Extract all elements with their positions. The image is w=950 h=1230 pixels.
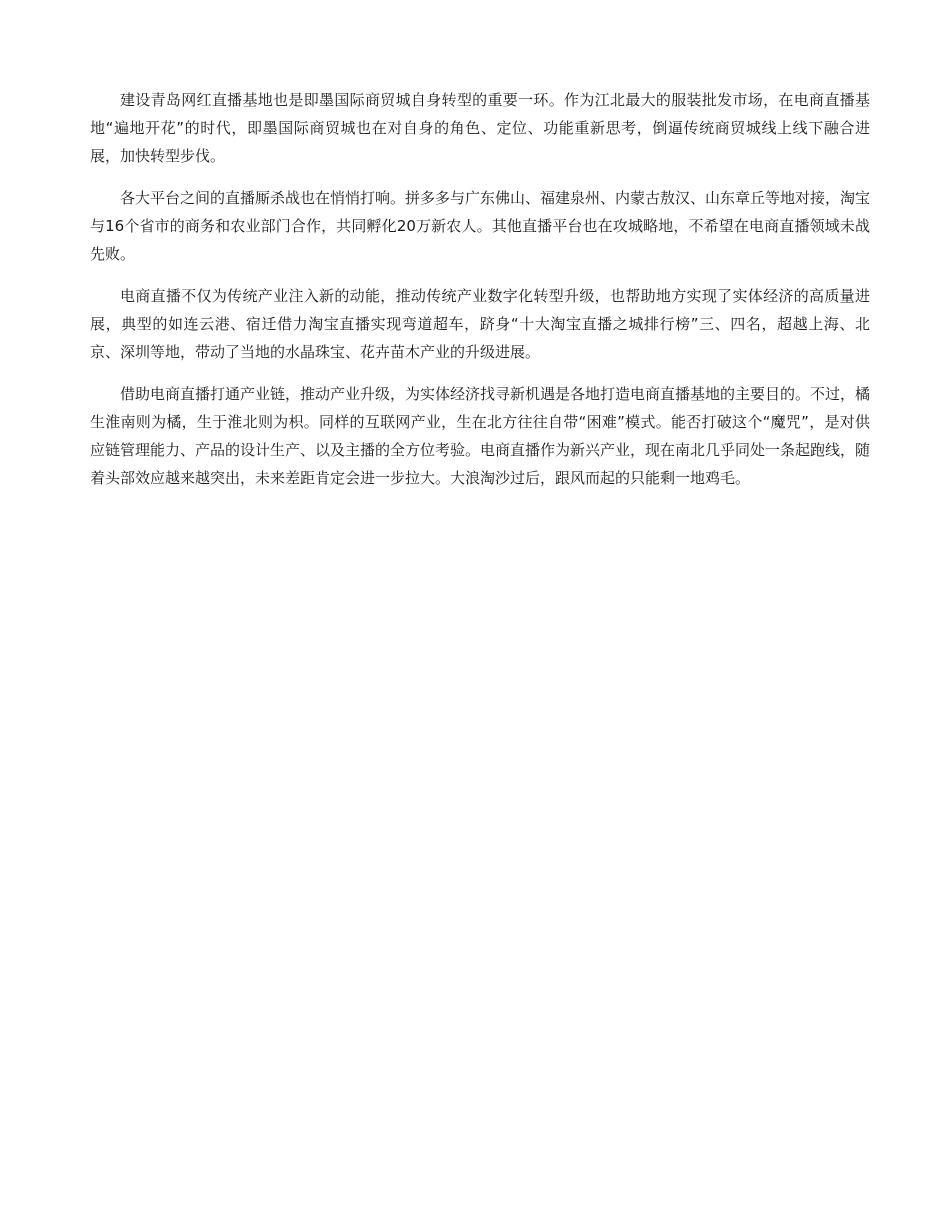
paragraph-1: 建设青岛网红直播基地也是即墨国际商贸城自身转型的重要一环。作为江北最大的服装批发市场，在电商直播基地“遍地开花”的时代，即墨国际商贸城也在对自身的角色、定位、功能重新思考，倒逼传统商贸城线上线下融合进展，加快转型步伐。: [90, 91, 870, 165]
paragraph-3: 电商直播不仅为传统产业注入新的动能，推动传统产业数字化转型升级，也帮助地方实现了实体经济的高质量进展，典型的如连云港、宿迁借力淘宝直播实现弯道超车，跻身“十大淘宝直播之城排行榜”三、四名，超越上海、北京、深圳等地，带动了当地的水晶珠宝、花卉苗木产业的升级进展。: [90, 287, 870, 361]
paragraph-2: 各大平台之间的直播厮杀战也在悄悄打响。拼多多与广东佛山、福建泉州、内蒙古敖汉、山东章丘等地对接，淘宝与16个省市的商务和农业部门合作，共同孵化20万新农人。其他直播平台也在攻城略地，不希望在电商直播领域未战先败。: [90, 189, 871, 263]
paragraph-4: 借助电商直播打通产业链，推动产业升级，为实体经济找寻新机遇是各地打造电商直播基地的主要目的。不过，橘生淮南则为橘，生于淮北则为枳。同样的互联网产业，生在北方往往自带“困难”模式。能否打破这个“魔咒”，是对供应链管理能力、产品的设计生产、以及主播的全方位考验。电商直播作为新兴产业，现在南北几乎同处一条起跑线，随着头部效应越来越突出，未来差距肯定会进一步拉大。大浪淘沙过后，跟风而起的只能剩一地鸡毛。: [90, 385, 871, 487]
article-body: [90, 86, 870, 506]
